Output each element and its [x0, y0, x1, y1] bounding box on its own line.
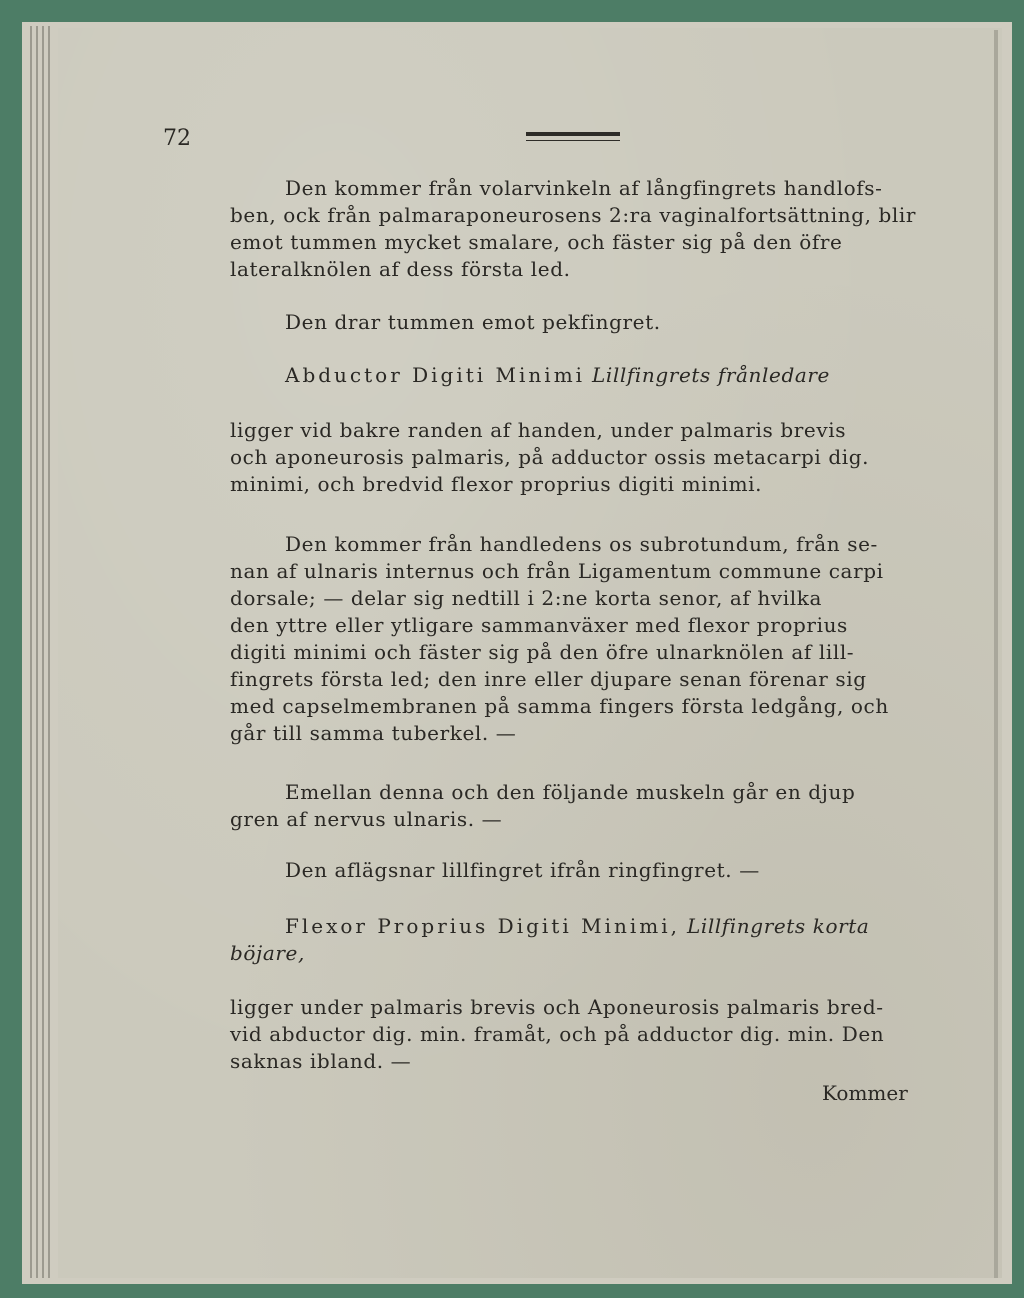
text-line: dorsale; — delar sig nedtill i 2:ne korta senor, af hvilka [230, 586, 823, 610]
catchword: Kommer [822, 1081, 908, 1105]
text-line: Den kommer från handledens os subrotundum, från se- [285, 532, 878, 556]
text-line: minimi, och bredvid flexor proprius digiti minimi. [230, 472, 763, 496]
text-line: fingrets första led; den inre eller djupare senan förenar sig [230, 667, 867, 691]
muscle-latin-name: Abductor Digiti Minimi [285, 363, 586, 387]
text-line: går till samma tuberkel. — [230, 721, 517, 745]
muscle-latin-name: Flexor Proprius Digiti Minimi, [285, 914, 680, 938]
page-edge-line [36, 26, 38, 1278]
text-line: den yttre eller ytligare sammanväxer med flexor proprius [230, 613, 848, 637]
page-edge-line [42, 26, 44, 1278]
muscle-heading [285, 363, 830, 387]
muscle-swedish-name: Lillfingrets frånledare [592, 363, 830, 387]
text-line: ben, ock från palmaraponeurosens 2:ra vaginalfortsättning, blir [230, 203, 917, 227]
muscle-heading [285, 914, 869, 938]
text-line: ligger vid bakre randen af handen, under palmaris brevis [230, 418, 847, 442]
text-line: Den aflägsnar lillfingret ifrån ringfingret. — [285, 858, 760, 882]
text-line: och aponeurosis palmaris, på adductor ossis metacarpi dig. [230, 445, 870, 469]
text-line: ligger under palmaris brevis och Aponeurosis palmaris bred- [230, 995, 884, 1019]
page-edge-line [30, 26, 32, 1278]
text-line: Emellan denna och den följande muskeln går en djup [285, 780, 856, 804]
text-line: vid abductor dig. min. framåt, och på adductor dig. min. Den [230, 1022, 885, 1046]
header-rule [526, 132, 620, 136]
text-line: saknas ibland. — [230, 1049, 412, 1073]
muscle-swedish-name-cont: böjare, [230, 941, 305, 965]
text-line: nan af ulnaris internus och från Ligamentum commune carpi [230, 559, 884, 583]
text-line: Den drar tummen emot pekfingret. [285, 310, 661, 334]
page-right-edge [994, 30, 998, 1278]
text-line: med capselmembranen på samma fingers första ledgång, och [230, 694, 889, 718]
text-line: emot tummen mycket smalare, och fäster sig på den öfre [230, 230, 843, 254]
page-number: 72 [163, 126, 191, 151]
text-line: Den kommer från volarvinkeln af långfingrets handlofs- [285, 176, 883, 200]
muscle-swedish-name: Lillfingrets korta [686, 914, 870, 938]
text-line: lateralknölen af dess första led. [230, 257, 571, 281]
text-line: gren af nervus ulnaris. — [230, 807, 503, 831]
text-line: digiti minimi och fäster sig på den öfre ulnarknölen af lill- [230, 640, 855, 664]
page-edge-line [48, 26, 50, 1278]
header-rule [526, 140, 620, 141]
